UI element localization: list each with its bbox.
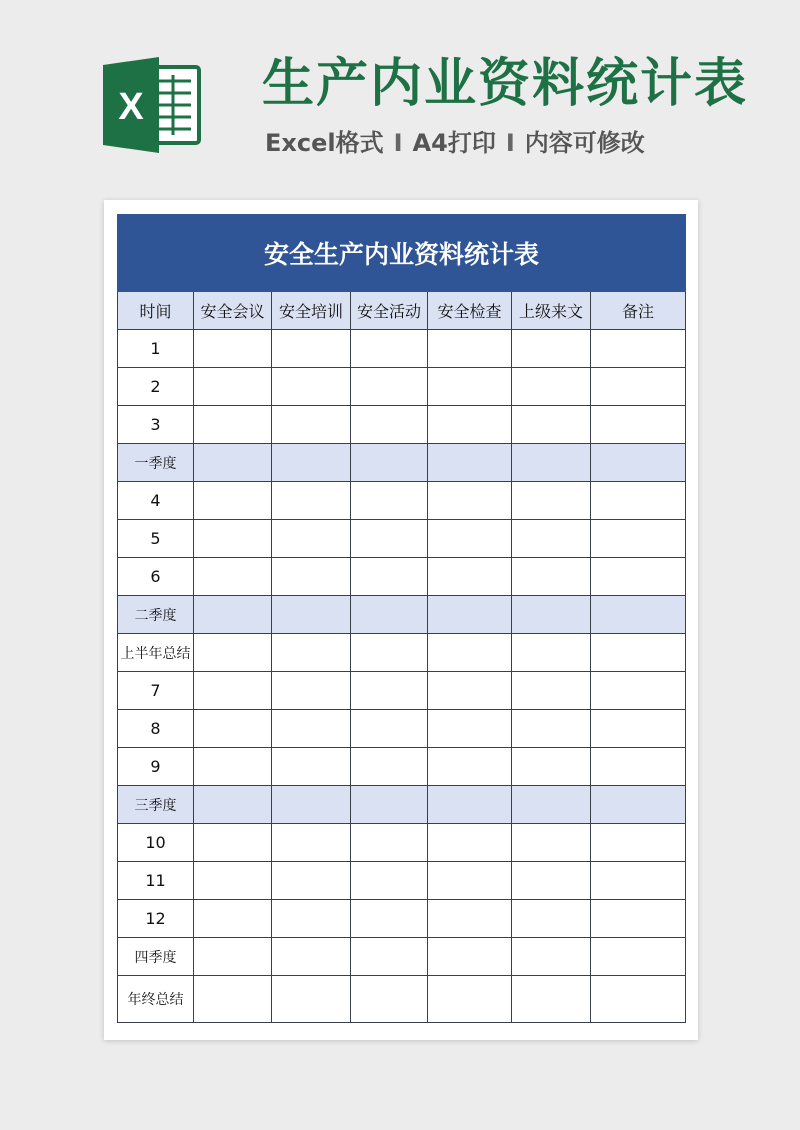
table-cell[interactable] xyxy=(512,824,591,862)
table-cell[interactable] xyxy=(272,786,351,824)
table-cell[interactable] xyxy=(194,634,272,672)
table-cell[interactable] xyxy=(591,406,686,444)
table-cell[interactable] xyxy=(194,520,272,558)
table-cell[interactable] xyxy=(194,672,272,710)
table-cell[interactable] xyxy=(428,824,512,862)
table-cell[interactable] xyxy=(428,938,512,976)
row-label-cell[interactable]: 11 xyxy=(118,862,194,900)
table-cell[interactable] xyxy=(194,368,272,406)
column-header: 安全培训 xyxy=(272,292,351,330)
table-cell[interactable] xyxy=(591,672,686,710)
table-cell[interactable] xyxy=(351,406,428,444)
subtitle-separator: I xyxy=(505,129,515,157)
table-title: 安全生产内业资料统计表 xyxy=(118,215,686,292)
table-cell[interactable] xyxy=(591,520,686,558)
table-header-row xyxy=(118,292,686,330)
table-cell[interactable] xyxy=(272,634,351,672)
table-cell[interactable] xyxy=(512,406,591,444)
table-cell[interactable] xyxy=(512,330,591,368)
table-cell[interactable] xyxy=(272,406,351,444)
row-label-cell[interactable]: 2 xyxy=(118,368,194,406)
table-cell[interactable] xyxy=(272,900,351,938)
table-row xyxy=(118,672,686,710)
table-cell[interactable] xyxy=(272,748,351,786)
table-cell[interactable] xyxy=(428,596,512,634)
table-cell[interactable] xyxy=(351,444,428,482)
table-cell[interactable] xyxy=(512,520,591,558)
document-sheet xyxy=(104,200,698,1040)
table-cell[interactable] xyxy=(428,900,512,938)
table-cell[interactable] xyxy=(351,672,428,710)
table-row xyxy=(118,634,686,672)
table-cell[interactable] xyxy=(591,824,686,862)
table-row xyxy=(118,748,686,786)
table-row xyxy=(118,710,686,748)
table-cell[interactable] xyxy=(351,862,428,900)
row-label-cell[interactable]: 6 xyxy=(118,558,194,596)
table-cell[interactable] xyxy=(194,596,272,634)
table-cell[interactable] xyxy=(351,596,428,634)
table-row xyxy=(118,406,686,444)
table-cell[interactable] xyxy=(272,368,351,406)
table-cell[interactable] xyxy=(428,368,512,406)
row-label-cell[interactable]: 10 xyxy=(118,824,194,862)
table-row xyxy=(118,900,686,938)
excel-logo-letter: X xyxy=(118,86,144,128)
table-cell[interactable] xyxy=(428,406,512,444)
table-cell[interactable] xyxy=(194,862,272,900)
row-label-cell[interactable]: 9 xyxy=(118,748,194,786)
table-cell[interactable] xyxy=(194,406,272,444)
table-row xyxy=(118,558,686,596)
table-cell[interactable] xyxy=(351,976,428,1023)
table-cell[interactable] xyxy=(591,596,686,634)
table-cell[interactable] xyxy=(351,558,428,596)
table-cell[interactable] xyxy=(512,368,591,406)
table-cell[interactable] xyxy=(428,634,512,672)
table-cell[interactable] xyxy=(272,976,351,1023)
table-row xyxy=(118,862,686,900)
column-header: 安全检查 xyxy=(428,292,512,330)
table-cell[interactable] xyxy=(272,444,351,482)
table-row xyxy=(118,520,686,558)
table-cell[interactable] xyxy=(272,824,351,862)
table-cell[interactable] xyxy=(351,824,428,862)
table-cell[interactable] xyxy=(428,862,512,900)
table-cell[interactable] xyxy=(512,748,591,786)
table-row xyxy=(118,786,686,824)
row-label-cell[interactable]: 四季度 xyxy=(118,938,194,976)
table-cell[interactable] xyxy=(194,938,272,976)
row-label-cell[interactable]: 7 xyxy=(118,672,194,710)
table-cell[interactable] xyxy=(428,558,512,596)
table-cell[interactable] xyxy=(194,330,272,368)
table-row xyxy=(118,824,686,862)
subtitle-format: Excel格式 xyxy=(265,129,384,157)
table-cell[interactable] xyxy=(194,900,272,938)
table-cell[interactable] xyxy=(351,900,428,938)
table-cell[interactable] xyxy=(512,596,591,634)
column-header: 时间 xyxy=(118,292,194,330)
table-cell[interactable] xyxy=(512,786,591,824)
table-row xyxy=(118,482,686,520)
table-cell[interactable] xyxy=(194,444,272,482)
column-header: 安全活动 xyxy=(351,292,428,330)
table-cell[interactable] xyxy=(591,558,686,596)
table-cell[interactable] xyxy=(428,444,512,482)
row-label-cell[interactable]: 8 xyxy=(118,710,194,748)
column-header: 备注 xyxy=(591,292,686,330)
subtitle-editable: 内容可修改 xyxy=(524,129,645,157)
subtitle xyxy=(265,127,645,159)
table-cell[interactable] xyxy=(194,482,272,520)
table-cell[interactable] xyxy=(512,558,591,596)
table-cell[interactable] xyxy=(591,482,686,520)
table-cell[interactable] xyxy=(272,710,351,748)
table-row xyxy=(118,938,686,976)
page-title: 生产内业资料统计表 xyxy=(262,54,749,114)
subtitle-print: A4打印 xyxy=(412,129,496,157)
table-cell[interactable] xyxy=(194,710,272,748)
table-cell[interactable] xyxy=(194,976,272,1023)
statistics-table xyxy=(117,214,686,1023)
table-cell[interactable] xyxy=(591,976,686,1023)
table-row xyxy=(118,368,686,406)
table-cell[interactable] xyxy=(272,596,351,634)
row-label-cell[interactable]: 一季度 xyxy=(118,444,194,482)
table-cell[interactable] xyxy=(194,824,272,862)
row-label-cell[interactable]: 年终总结 xyxy=(118,976,194,1023)
table-cell[interactable] xyxy=(591,444,686,482)
table-cell[interactable] xyxy=(591,748,686,786)
table-cell[interactable] xyxy=(591,862,686,900)
table-cell[interactable] xyxy=(591,900,686,938)
table-row xyxy=(118,330,686,368)
table-cell[interactable] xyxy=(591,368,686,406)
table-cell[interactable] xyxy=(272,938,351,976)
table-cell[interactable] xyxy=(272,672,351,710)
table-cell[interactable] xyxy=(351,634,428,672)
row-label-cell[interactable]: 3 xyxy=(118,406,194,444)
table-cell[interactable] xyxy=(591,634,686,672)
table-cell[interactable] xyxy=(512,900,591,938)
table-cell[interactable] xyxy=(512,634,591,672)
table-cell[interactable] xyxy=(194,558,272,596)
row-label-cell[interactable]: 1 xyxy=(118,330,194,368)
table-cell[interactable] xyxy=(591,330,686,368)
excel-icon xyxy=(103,57,203,153)
table-cell[interactable] xyxy=(512,862,591,900)
table-cell[interactable] xyxy=(428,482,512,520)
table-cell[interactable] xyxy=(512,672,591,710)
table-cell[interactable] xyxy=(428,976,512,1023)
table-cell[interactable] xyxy=(512,976,591,1023)
table-row xyxy=(118,976,686,1023)
table-cell[interactable] xyxy=(428,520,512,558)
table-cell[interactable] xyxy=(351,748,428,786)
row-label-cell[interactable]: 上半年总结 xyxy=(118,634,194,672)
table-cell[interactable] xyxy=(428,672,512,710)
table-cell[interactable] xyxy=(591,938,686,976)
table-cell[interactable] xyxy=(428,786,512,824)
table-cell[interactable] xyxy=(272,520,351,558)
table-cell[interactable] xyxy=(428,710,512,748)
table-cell[interactable] xyxy=(512,938,591,976)
table-cell[interactable] xyxy=(512,444,591,482)
table-cell[interactable] xyxy=(351,786,428,824)
table-cell[interactable] xyxy=(351,368,428,406)
row-label-cell[interactable]: 三季度 xyxy=(118,786,194,824)
column-header: 安全会议 xyxy=(194,292,272,330)
table-cell[interactable] xyxy=(351,520,428,558)
row-label-cell[interactable]: 二季度 xyxy=(118,596,194,634)
table-cell[interactable] xyxy=(194,748,272,786)
row-label-cell[interactable]: 5 xyxy=(118,520,194,558)
table-cell[interactable] xyxy=(272,558,351,596)
table-cell[interactable] xyxy=(351,938,428,976)
column-header: 上级来文 xyxy=(512,292,591,330)
table-cell[interactable] xyxy=(428,748,512,786)
table-cell[interactable] xyxy=(272,330,351,368)
subtitle-separator: I xyxy=(393,129,403,157)
table-cell[interactable] xyxy=(512,710,591,748)
table-cell[interactable] xyxy=(272,862,351,900)
table-cell[interactable] xyxy=(272,482,351,520)
table-cell[interactable] xyxy=(512,482,591,520)
table-cell[interactable] xyxy=(591,710,686,748)
table-cell[interactable] xyxy=(194,786,272,824)
table-cell[interactable] xyxy=(351,330,428,368)
table-cell[interactable] xyxy=(351,710,428,748)
table-title-row xyxy=(118,215,686,292)
row-label-cell[interactable]: 4 xyxy=(118,482,194,520)
table-row xyxy=(118,596,686,634)
table-cell[interactable] xyxy=(428,330,512,368)
row-label-cell[interactable]: 12 xyxy=(118,900,194,938)
table-cell[interactable] xyxy=(591,786,686,824)
table-cell[interactable] xyxy=(351,482,428,520)
table-row xyxy=(118,444,686,482)
